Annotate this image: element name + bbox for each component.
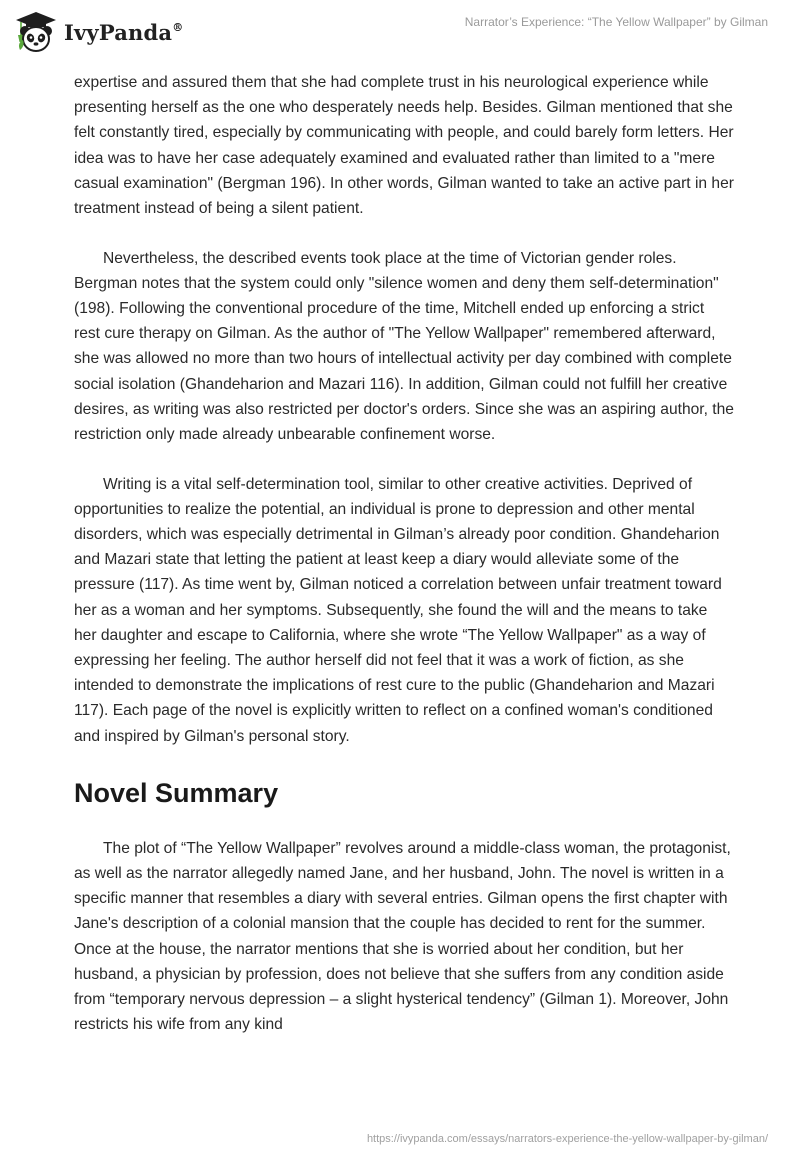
source-url[interactable]: https://ivypanda.com/essays/narrators-experience-the-yellow-wallpaper-by-gilman/ xyxy=(366,1133,768,1145)
panda-graduate-icon xyxy=(14,10,58,54)
paragraph-victorian-roles: Nevertheless, the described events took place at the time of Victorian gender roles. Bergman notes that the system could only "silence women and deny them self-determination" (198). Following the conventional procedure of the time, Mitchell ended up enforcing a strict rest cure therapy on Gilman. As the author of "The Yellow Wallpaper" remembered afterward, she was allowed no more than two hours of intellectual activity per day combined with complete social isolation (Ghandeharion and Mazari 116). In addition, Gilman could not fulfill her creative desires, as writing was also restricted per doctor's orders. Since she was an aspiring author, the restriction only made already unbearable confinement worse. xyxy=(74,249,734,444)
essay-body xyxy=(74,70,734,1037)
logo-text: IvyPanda xyxy=(64,19,173,45)
registered-mark: ® xyxy=(172,20,184,34)
paragraph-novel-summary: The plot of “The Yellow Wallpaper” revolves around a middle-class woman, the protagonist, as well as the narrator allegedly named Jane, and her husband, John. The novel is written in a specific manner that resembles a diary with several entries. Gilman opens the first chapter with Jane's description of a colonial mansion that the couple has decided to rent for the summer. Once at the house, the narrator mentions that she is worried about her condition, but her husband, a physician by profession, does not believe that she suffers from any condition aside from “temporary nervous depression – a slight hysterical tendency” (Gilman 1). Moreover, John restricts his wife from any kind xyxy=(74,839,731,1034)
logo-wordmark xyxy=(64,20,183,45)
page-header xyxy=(0,0,800,70)
paragraph-continuation: expertise and assured them that she had complete trust in his neurological experience while presenting herself as the one who desperately needs help. Besides. Gilman mentioned that she felt constantly tired, especially by communicating with people, and could barely form letters. Her idea was to have her case adequately examined and evaluated rather than limited to a "mere casual examination" (Bergman 196). In other words, Gilman wanted to take an active part in her treatment instead of being a silent patient. xyxy=(74,74,734,218)
section-heading-novel-summary: Novel Summary xyxy=(74,777,279,808)
ivypanda-logo[interactable] xyxy=(14,10,183,54)
document-title: Narrator’s Experience: “The Yellow Wallpaper” by Gilman xyxy=(464,15,768,29)
paragraph-writing-tool: Writing is a vital self-determination tool, similar to other creative activities. Deprived of opportunities to realize the potential, an individual is prone to depression and other mental disorders, which was especially detrimental in Gilman’s already poor condition. Ghandeharion and Mazari state that letting the patient at least keep a diary would alleviate some of the pressure (117). As time went by, Gilman noticed a correlation between unfair treatment toward her as a woman and her symptoms. Subsequently, she found the will and the means to take her daughter and escape to California, where she wrote “The Yellow Wallpaper" as a way of expressing her feeling. The author herself did not feel that it was a work of fiction, as she intended to demonstrate the implications of rest cure to the public (Ghandeharion and Mazari 117). Each page of the novel is explicitly written to reflect on a confined woman's conditioned and inspired by Gilman's personal story. xyxy=(74,475,722,745)
